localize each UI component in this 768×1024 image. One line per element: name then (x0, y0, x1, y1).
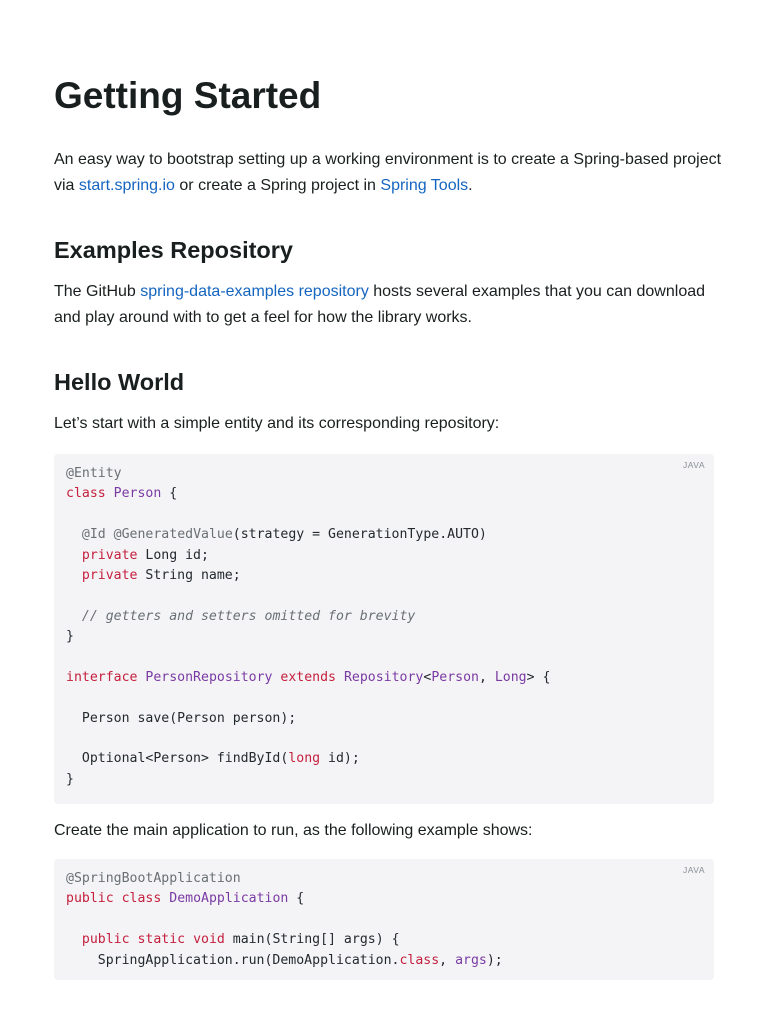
code-token-plain (106, 486, 114, 501)
code-language-label: JAVA (683, 460, 705, 470)
main-app-intro: Create the main application to run, as the following example shows: (54, 822, 533, 839)
code-token-keyword: private (81, 547, 138, 563)
spring-tools-link[interactable]: Spring Tools (380, 177, 469, 194)
code-token-plain (336, 670, 344, 685)
code-token-plain (106, 527, 114, 542)
examples-paragraph (54, 279, 724, 331)
page-title: Getting Started (54, 75, 322, 116)
spring-data-examples-link[interactable]: spring-data-examples repository (140, 283, 369, 300)
code-line (66, 586, 702, 606)
code-token-annotation: @Entity (66, 466, 122, 481)
code-token-keyword: public (81, 932, 130, 948)
code-token-annotation: @Id (81, 527, 106, 543)
code-line (66, 869, 702, 889)
start-spring-io-link[interactable]: start.spring.io (78, 177, 175, 194)
code-token-plain: Long id; (137, 547, 209, 563)
code-token-plain: id); (320, 751, 360, 767)
code-token-plain: , (478, 669, 495, 685)
code-line (66, 546, 702, 566)
code-token-type: args (455, 952, 487, 968)
code-token-type: DemoApplication (169, 891, 289, 907)
entity-code-block[interactable] (54, 454, 714, 804)
code-token-plain: > { (526, 669, 551, 685)
code-token-plain: SpringApplication.run(DemoApplication. (66, 952, 400, 968)
code-token-type: Long (494, 669, 527, 685)
code-token-plain: Optional<Person> findById( (66, 751, 289, 767)
code-token-plain (66, 609, 82, 624)
entity-code (54, 454, 714, 800)
code-token-plain (66, 932, 82, 947)
intro-text-1: An easy way to bootstrap setting up a working environment is to create a Spring-based project via (54, 151, 722, 194)
code-token-plain: } (66, 771, 74, 787)
code-line (66, 889, 702, 909)
examples-repository-heading: Examples Repository (54, 237, 294, 263)
code-line (66, 749, 702, 769)
code-line (66, 951, 702, 971)
code-line (66, 627, 702, 647)
code-token-keyword: interface (66, 669, 138, 685)
code-line (66, 648, 702, 668)
code-token-type: Person (113, 486, 162, 502)
code-token-keyword: public (66, 891, 114, 907)
code-token-plain (66, 548, 82, 563)
code-line (66, 484, 702, 504)
code-line (66, 688, 702, 708)
hello-world-intro: Let’s start with a simple entity and its corresponding repository: (54, 415, 500, 432)
examples-text-1: The GitHub (54, 283, 141, 300)
code-token-plain: Person save(Person person); (66, 710, 297, 726)
code-token-keyword: class (66, 486, 106, 502)
code-token-keyword: static (137, 932, 186, 948)
code-line (66, 525, 702, 545)
intro-text-3: . (468, 177, 473, 194)
code-token-plain: { (161, 486, 178, 502)
code-token-plain: } (66, 629, 74, 645)
code-line (66, 566, 702, 586)
code-token-keyword: class (399, 952, 440, 968)
intro-text-2: or create a Spring project in (174, 177, 381, 194)
code-token-plain: (strategy = GenerationType.AUTO) (232, 527, 487, 543)
code-line (66, 464, 702, 484)
code-token-type: Repository (343, 669, 424, 685)
code-token-comment: // getters and setters omitted for brevity (81, 608, 416, 624)
code-token-keyword: private (81, 567, 138, 583)
code-token-plain: { (288, 891, 305, 907)
examples-text-2: hosts several examples that you can download and play around with to get a feel for how the library works. (54, 283, 706, 326)
code-token-annotation: @GeneratedValue (113, 527, 233, 543)
code-token-type: Person (431, 669, 479, 685)
code-token-plain (114, 891, 122, 906)
code-token-plain (185, 932, 193, 947)
code-token-plain (66, 568, 82, 583)
code-token-plain: main(String[] args) { (224, 932, 400, 948)
code-line (66, 910, 702, 930)
code-token-type: PersonRepository (145, 669, 273, 685)
code-token-plain (66, 527, 82, 542)
hello-world-heading: Hello World (54, 369, 185, 395)
code-line (66, 668, 702, 688)
main-app-code-block[interactable] (54, 859, 714, 980)
code-token-plain: < (423, 669, 432, 685)
code-line (66, 505, 702, 525)
code-token-plain: String name; (137, 567, 241, 583)
code-token-plain: , (439, 952, 456, 968)
code-language-label: JAVA (683, 865, 705, 875)
intro-paragraph (54, 147, 724, 199)
code-token-keyword: extends (280, 669, 336, 685)
code-line (66, 607, 702, 627)
code-token-keyword: class (121, 891, 162, 907)
code-line (66, 729, 702, 749)
code-line (66, 770, 702, 790)
code-token-plain: ); (486, 952, 503, 968)
main-app-code (54, 859, 714, 980)
code-token-keyword: long (288, 751, 321, 767)
code-token-keyword: void (193, 932, 225, 948)
code-line (66, 930, 702, 950)
code-token-annotation: @SpringBootApplication (66, 871, 241, 886)
code-line (66, 709, 702, 729)
